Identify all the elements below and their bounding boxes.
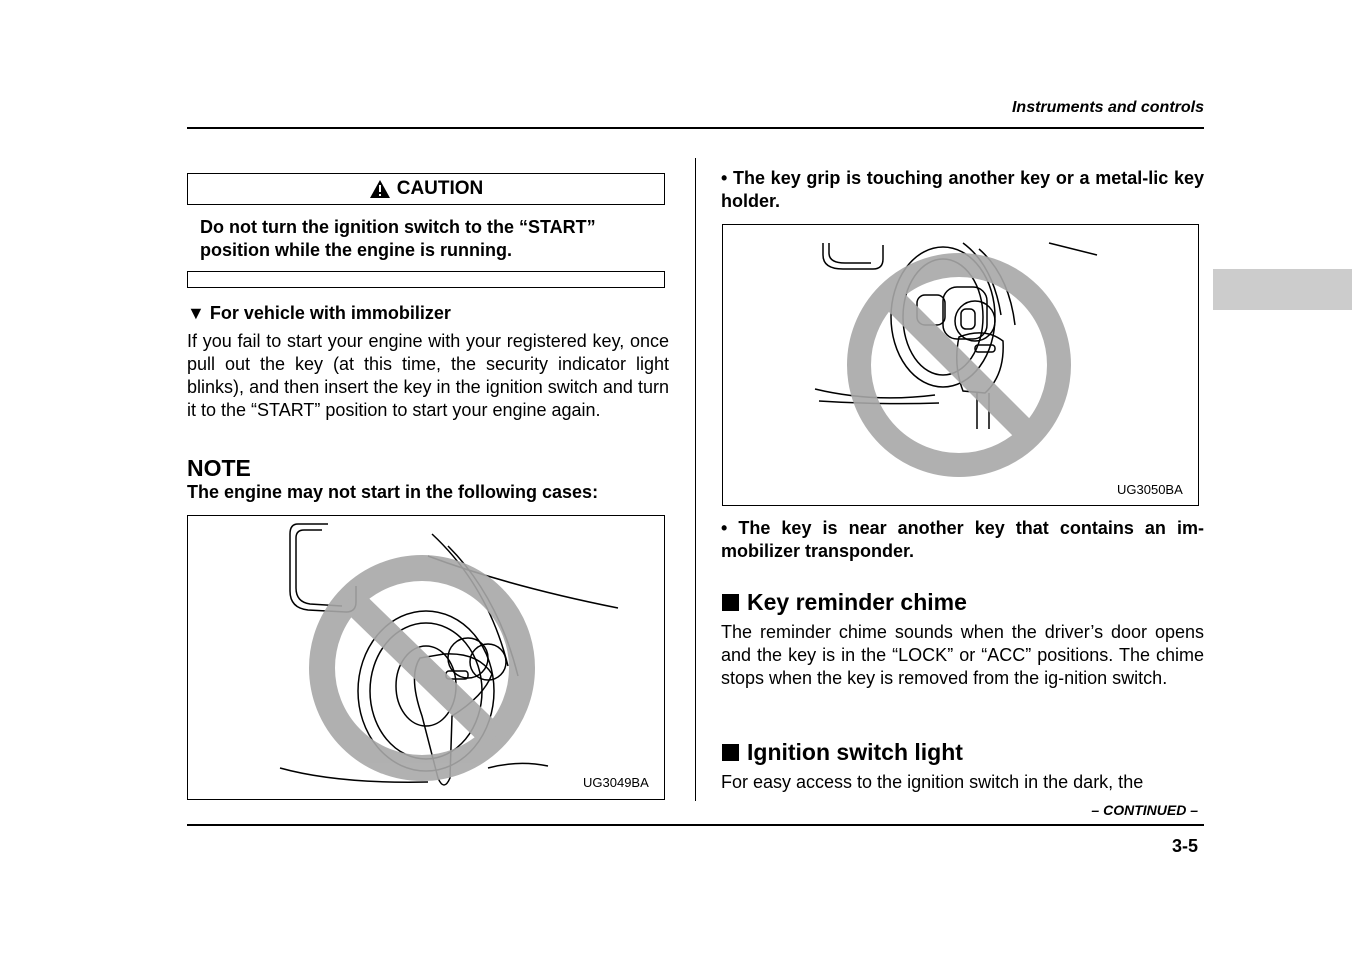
ignition-light-body: For easy access to the ignition switch in the dark, the (721, 772, 1144, 792)
immobilizer-heading (187, 302, 669, 325)
immobilizer-body: If you fail to start your engine with your registered key, once pull out the key (at this time, the security indicator light blinks), and then insert the key in the ignition switch and turn it to the “START” position to start your engine again. (187, 331, 669, 420)
continued-label: – CONTINUED – (1091, 802, 1198, 818)
figure-key-grip-touching (187, 515, 665, 800)
note-text: The engine may not start in the following cases: (187, 482, 599, 502)
square-bullet-icon (722, 594, 739, 611)
warning-triangle-icon (369, 179, 391, 199)
caution-label: CAUTION (396, 178, 484, 199)
square-bullet-icon (722, 744, 739, 761)
note-title: NOTE (187, 455, 251, 481)
key-reminder-body: The reminder chime sounds when the driver’s door opens and the key is in the “LOCK” or “ACC” positions. The chime stops when the key is removed from the ig-nition switch. (721, 622, 1204, 688)
ignition-light-heading-text: Ignition switch light (747, 739, 963, 765)
footer-rule (187, 824, 1204, 826)
bullet-item-1 (721, 167, 1204, 213)
triangle-down-icon: ▼ (187, 303, 205, 323)
figure-key-near-holder (722, 224, 1199, 506)
ignition-key-illustration (188, 516, 666, 801)
key-reminder-heading-text: Key reminder chime (747, 589, 967, 615)
chapter-tab (1213, 269, 1352, 310)
page-number: 3-5 (1171, 836, 1198, 856)
ignition-key-illustration (723, 225, 1200, 507)
figure-code: UG3049BA (583, 775, 649, 790)
bullet-item-2 (721, 517, 1204, 563)
bullet-icon: • (721, 518, 739, 538)
section-title: Instruments and controls (1011, 99, 1204, 116)
key-reminder-heading (722, 588, 967, 616)
immobilizer-heading-text: For vehicle with immobilizer (209, 303, 451, 323)
header-rule (187, 127, 1204, 129)
figure-code: UG3050BA (1117, 482, 1183, 497)
column-divider (695, 158, 696, 801)
bullet-item-2-text: The key is near another key that contains an im-mobilizer transponder. (721, 518, 1204, 561)
bullet-item-1-text: The key grip is touching another key or a metal-lic key holder. (721, 168, 1204, 211)
bullet-icon: • (721, 168, 733, 188)
ignition-light-heading (722, 738, 963, 766)
caution-footer-box (187, 271, 665, 288)
caution-header (187, 173, 665, 205)
caution-text: Do not turn the ignition switch to the “START” position while the engine is running. (200, 217, 596, 260)
